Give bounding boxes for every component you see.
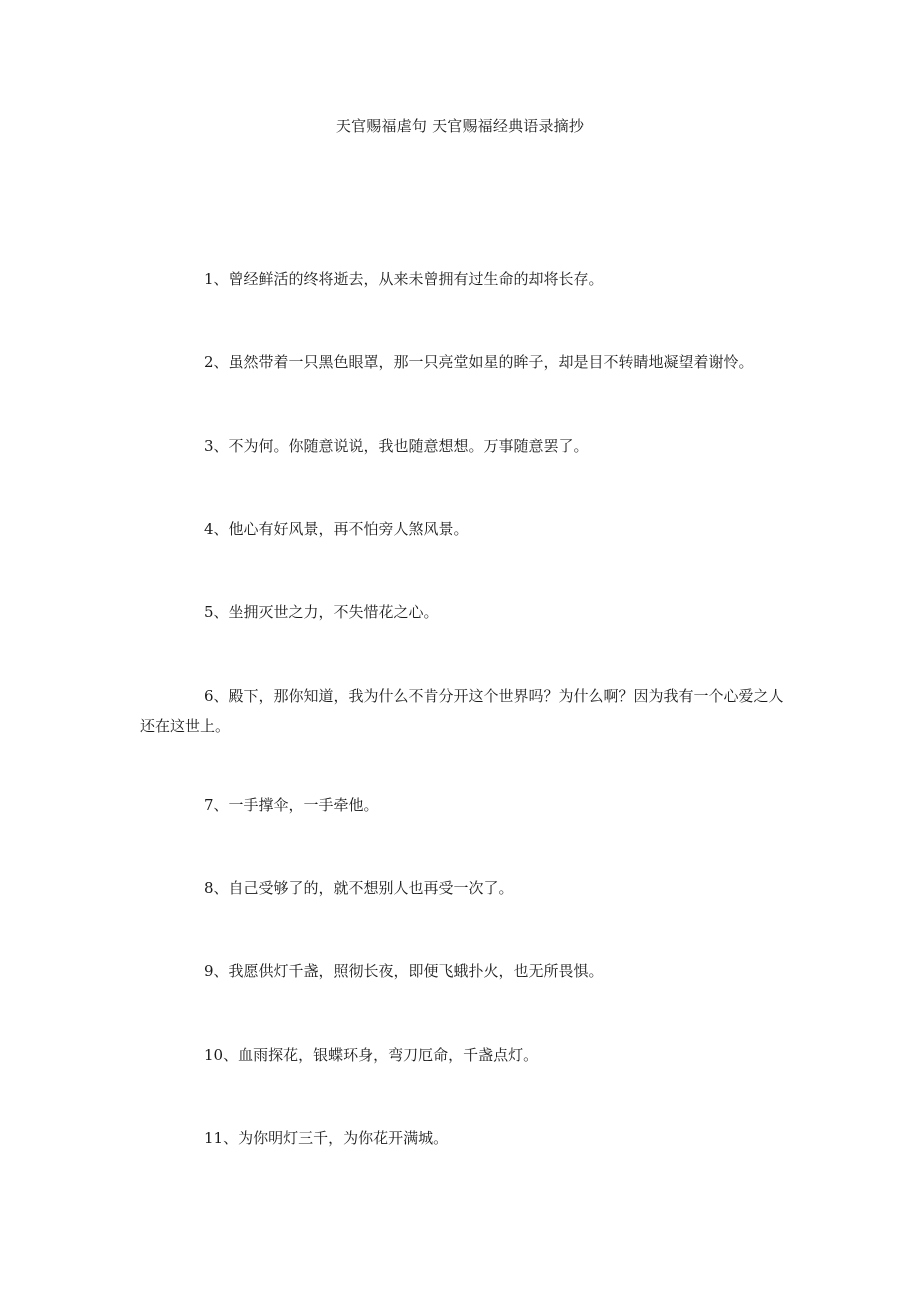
quote-item: 3、不为何。你随意说说，我也随意想想。万事随意罢了。 <box>204 437 589 455</box>
quote-item: 9、我愿供灯千盏，照彻长夜，即便飞蛾扑火，也无所畏惧。 <box>204 962 604 980</box>
quote-item: 10、血雨探花，银蝶环身，弯刀厄命，千盏点灯。 <box>204 1046 539 1064</box>
quote-item: 2、虽然带着一只黑色眼罩，那一只亮堂如星的眸子，却是目不转睛地凝望着谢怜。 <box>204 353 754 371</box>
quote-item: 5、坐拥灭世之力，不失惜花之心。 <box>204 603 439 621</box>
quote-item: 1、曾经鲜活的终将逝去，从来未曾拥有过生命的却将长存。 <box>204 270 604 288</box>
quote-item: 11、为你明灯三千，为你花开满城。 <box>204 1129 449 1147</box>
document-title: 天官赐福虐句 天官赐福经典语录摘抄 <box>335 117 585 135</box>
quote-item: 8、自己受够了的，就不想别人也再受一次了。 <box>204 879 514 897</box>
quote-item: 7、一手撑伞，一手牵他。 <box>204 796 379 814</box>
quote-item: 6、殿下，那你知道，我为什么不肯分开这个世界吗？为什么啊？因为我有一个心爱之人还在这世上。 <box>140 687 784 735</box>
quote-item: 4、他心有好风景，再不怕旁人煞风景。 <box>204 520 469 538</box>
